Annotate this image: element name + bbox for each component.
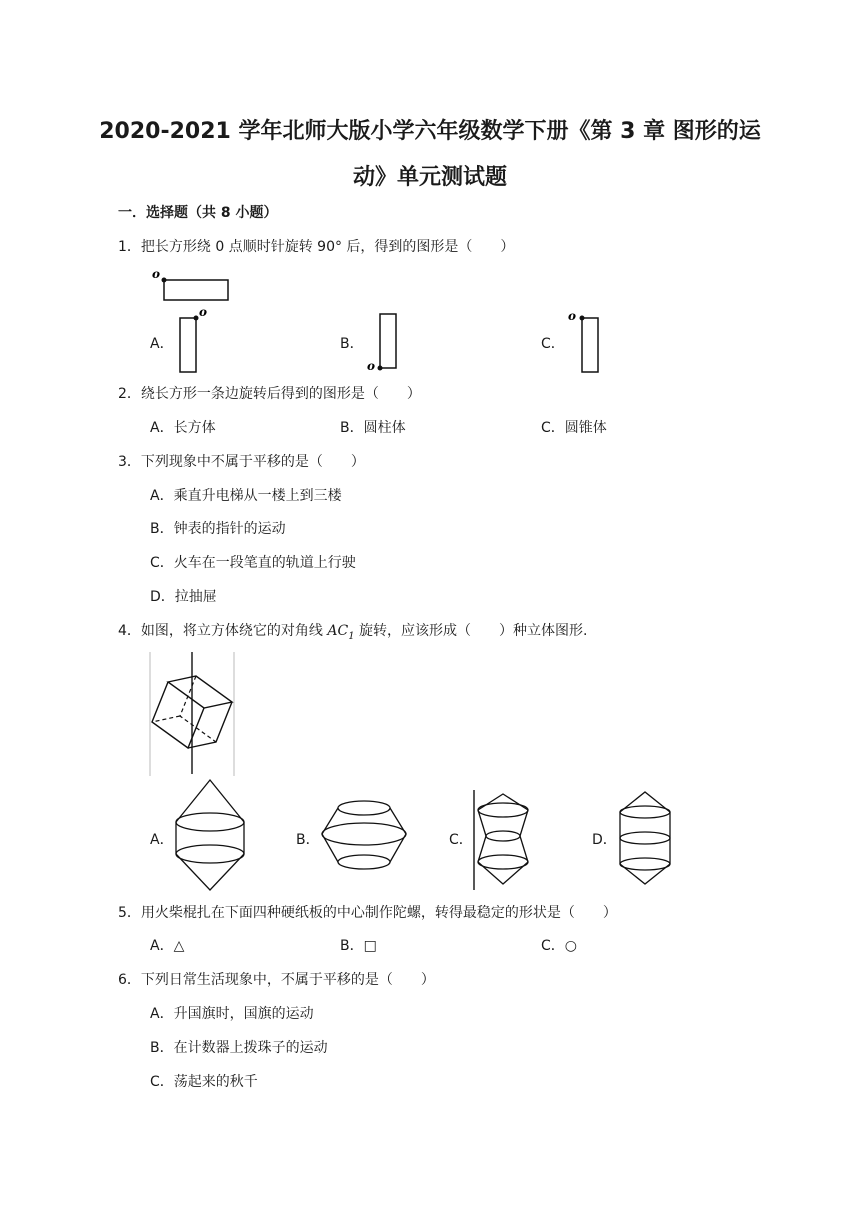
question-5-option-a[interactable]: A．△	[150, 938, 185, 954]
question-5-option-b[interactable]: B．□	[340, 938, 377, 954]
option-d-solid-figure	[616, 790, 674, 886]
cube-diagonal-rotation-figure	[148, 652, 240, 776]
question-1-option-c[interactable]: C．	[541, 336, 565, 352]
point-o-label: o	[152, 267, 161, 281]
question-1-option-a[interactable]: A．	[150, 336, 174, 352]
rectangle-shape	[164, 280, 228, 300]
question-2-option-b[interactable]: B．圆柱体	[340, 420, 406, 436]
question-4-option-d[interactable]: D．	[592, 832, 617, 848]
question-3-option-a[interactable]: A．乘直升电梯从一楼上到三楼	[150, 488, 342, 504]
svg-text:o: o	[568, 309, 577, 323]
section-title: 一．选择题（共 8 小题）	[118, 205, 278, 221]
svg-text:o: o	[367, 359, 376, 373]
question-5-option-c[interactable]: C．○	[541, 938, 577, 954]
question-6-option-a[interactable]: A．升国旗时，国旗的运动	[150, 1006, 314, 1022]
option-b-rotated-rectangle	[364, 308, 404, 374]
question-1-rectangle-figure	[148, 266, 238, 306]
option-c-rotated-rectangle	[566, 306, 606, 376]
question-6-text: 6．下列日常生活现象中，不属于平移的是（ ）	[118, 972, 435, 988]
question-4-option-a[interactable]: A．	[150, 832, 174, 848]
question-4-option-b[interactable]: B．	[296, 832, 320, 848]
option-a-solid-figure	[174, 778, 246, 892]
question-1-option-b[interactable]: B．	[340, 336, 364, 352]
question-4-option-c[interactable]: C．	[449, 832, 473, 848]
question-4-text: 4．如图，将立方体绕它的对角线 $AC_1$ 旋转，应该形成（ ）种立体图形.	[118, 623, 588, 642]
svg-text:o: o	[199, 305, 208, 319]
question-1-text: 1．把长方形绕 0 点顺时针旋转 90° 后，得到的图形是（ ）	[118, 239, 515, 255]
question-2-text: 2．绕长方形一条边旋转后得到的图形是（ ）	[118, 386, 421, 402]
option-a-rotated-rectangle	[176, 306, 216, 376]
question-3-text: 3．下列现象中不属于平移的是（ ）	[118, 454, 365, 470]
question-2-option-a[interactable]: A．长方体	[150, 420, 216, 436]
question-3-option-b[interactable]: B．钟表的指针的运动	[150, 521, 286, 537]
question-3-option-c[interactable]: C．火车在一段笔直的轨道上行驶	[150, 555, 356, 571]
question-2-option-c[interactable]: C．圆锥体	[541, 420, 607, 436]
option-c-solid-figure	[470, 790, 536, 890]
document-title-line-2: 动》单元测试题	[352, 165, 507, 190]
option-b-solid-figure	[320, 794, 408, 880]
question-6-option-b[interactable]: B．在计数器上拨珠子的运动	[150, 1040, 328, 1056]
document-title-line-1: 2020-2021 学年北师大版小学六年级数学下册《第 3 章 图形的运	[99, 119, 761, 144]
question-5-text: 5．用火柴棍扎在下面四种硬纸板的中心制作陀螺，转得最稳定的形状是（ ）	[118, 905, 617, 921]
question-3-option-d[interactable]: D．拉抽屉	[150, 589, 217, 605]
question-6-option-c[interactable]: C．荡起来的秋千	[150, 1074, 258, 1090]
